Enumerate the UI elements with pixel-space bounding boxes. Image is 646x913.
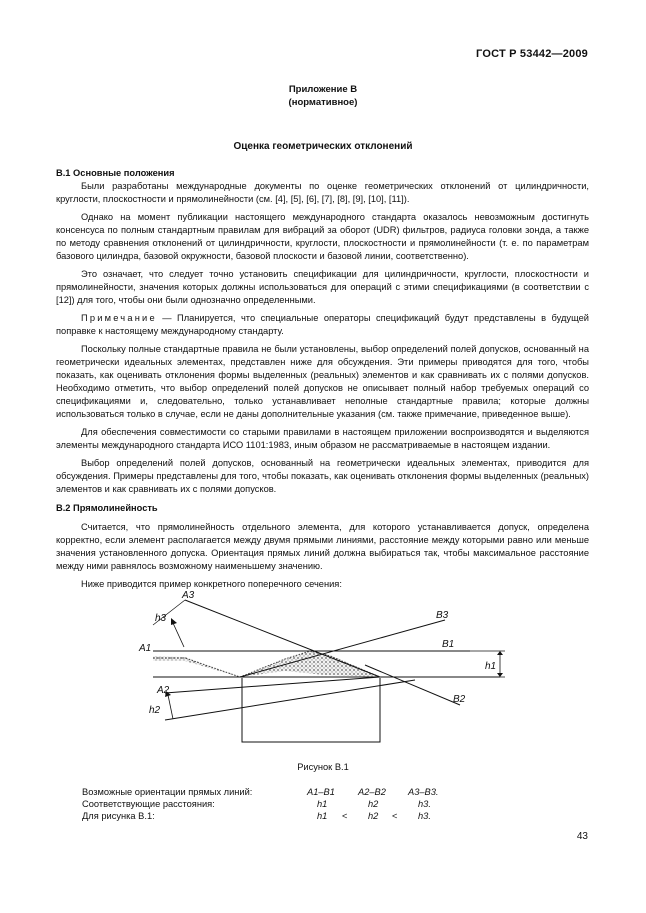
b2-heading: В.2 Прямолинейность xyxy=(56,503,158,513)
dim-h1-arrow-top xyxy=(497,651,503,655)
line-a2-upper xyxy=(165,680,415,720)
label-h1: h1 xyxy=(485,661,497,672)
straightness-figure xyxy=(125,585,525,755)
summary-row xyxy=(82,786,502,798)
figure-caption: Рисунок В.1 xyxy=(297,762,349,772)
summary-cell: h1 xyxy=(317,799,328,809)
summary-cell: h2 xyxy=(368,799,379,809)
dim-h1-arrow-bottom xyxy=(497,673,503,677)
summary-label: Для рисунка В.1: xyxy=(82,811,155,821)
summary-cell: h2 xyxy=(368,811,379,821)
label-b1: B1 xyxy=(442,639,455,650)
b1-heading: В.1 Основные положения xyxy=(56,168,175,178)
label-a2: A2 xyxy=(157,685,170,696)
summary-cell: h1 xyxy=(317,811,328,821)
summary-operator: < xyxy=(392,811,398,821)
b1-paragraph-5: Для обеспечения совместимости со старыми правилами в настоящем приложении воспроизводятся и выделяются элементы международного стандарта ИСО 1101:1983, иным образом не рассматриваемые в настоящем издании. xyxy=(56,427,589,450)
summary-cell: h3. xyxy=(418,811,431,821)
summary-cell: A3–B3. xyxy=(408,787,439,797)
b1-paragraph-2: Однако на момент публикации настоящего международного стандарта оказалось невозможным достигнуть консенсуса по полным стандартным правилам для вибраций за оборот (UDR) фильтров, радиуса головки зонда, а также по методу сравнения отклонений от цилиндричности, круглости, плоскостности и прямолинейности (т. е. по параметрам базового цилиндра, базовой окружности, базовой плоскости и базовой линии, соответственно). xyxy=(56,212,589,261)
summary-label: Соответствующие расстояния: xyxy=(82,799,215,809)
page-number: 43 xyxy=(576,831,588,842)
b1-paragraph-4: Поскольку полные стандартные правила не были установлены, выбор определений полей допусков, основанный на геометрически идеальных элементах, представлен ниже для обсуждения. Эти примеры приводятся для того, чтобы показать, как оценивать отклонения формы выделенных (реальных) элементов и как сравнивать их с полями допусков. Необходимо отметить, что выбор определений полей допусков не описывает полный набор требуемых операций со спецификациями и, следовательно, только устанавливает неполные стандартные правила; которые должны использоваться только в случае, если не даны дополнительные указания (см. также примечание, приведенное выше). xyxy=(56,344,589,419)
b1-paragraph-1: Были разработаны международные документы по оценке геометрических отклонений от цилиндричности, круглости, плоскостности и прямолинейности (см. [4], [5], [6], [7], [8], [9], [10], [11]). xyxy=(56,181,589,204)
summary-label: Возможные ориентации прямых линий: xyxy=(82,787,253,797)
b1-paragraph-3: Это означает, что следует точно установить спецификации для цилиндричности, круглости, плоскостности и прямолинейности, значения которых должны использоваться для операций с этими спецификациями (в соответствии с [12]) для того, чтобы они были однозначно определенными. xyxy=(56,269,589,305)
label-a1: A1 xyxy=(139,643,152,654)
dim-h2 xyxy=(168,695,173,719)
note-text: — Планируется, что специальные операторы спецификаций будут представлены в будущей поправке к настоящему международному стандарту. xyxy=(56,313,589,336)
summary-row xyxy=(82,798,502,810)
dim-h3 xyxy=(173,623,184,647)
summary-cell: A1–B1 xyxy=(307,787,335,797)
line-b2 xyxy=(365,665,460,705)
annex-status: (нормативное) xyxy=(288,97,358,108)
summary-row xyxy=(82,810,502,822)
part-outline xyxy=(242,678,380,742)
note-label: Примечание xyxy=(81,313,157,323)
summary-operator: < xyxy=(342,811,348,821)
section-title: Оценка геометрических отклонений xyxy=(233,141,413,152)
dim-h3-arrow xyxy=(171,618,177,625)
summary-cell: h3. xyxy=(418,799,431,809)
b2-paragraph-2: Ниже приводится пример конкретного поперечного сечения: xyxy=(81,579,342,589)
summary-cell: A2–B2 xyxy=(358,787,386,797)
annex-title: Приложение В xyxy=(288,84,358,95)
label-b3: B3 xyxy=(436,610,449,621)
label-h3: h3 xyxy=(155,613,167,624)
label-h2: h2 xyxy=(149,705,161,716)
b1-paragraph-6: Выбор определений полей допусков, основанный на геометрически идеальных элементах, приводится для обсуждения. Примеры представлены для того, чтобы показать, как оценивать отклонения формы выделенных (реальных) элементов и как сравнивать их с полями допусков. xyxy=(56,458,589,494)
summary-table xyxy=(82,786,502,822)
b2-paragraph-1: Считается, что прямолинейность отдельного элемента, для которого устанавливается допуск, определена корректно, если элемент располагается между двумя прямыми линиями, расстояние между которыми равно или меньше значения установленного допуска. Ориентация прямых линий должна выбираться так, чтобы максимальное расстояние между ними равнялось возможному наименьшему значению. xyxy=(56,522,589,571)
label-a3: A3 xyxy=(182,590,195,601)
label-b2: B2 xyxy=(453,694,466,705)
annex-heading xyxy=(0,83,646,109)
b1-note xyxy=(56,312,589,338)
body-text xyxy=(56,167,589,596)
standard-header: ГОСТ Р 53442—2009 xyxy=(476,48,588,60)
